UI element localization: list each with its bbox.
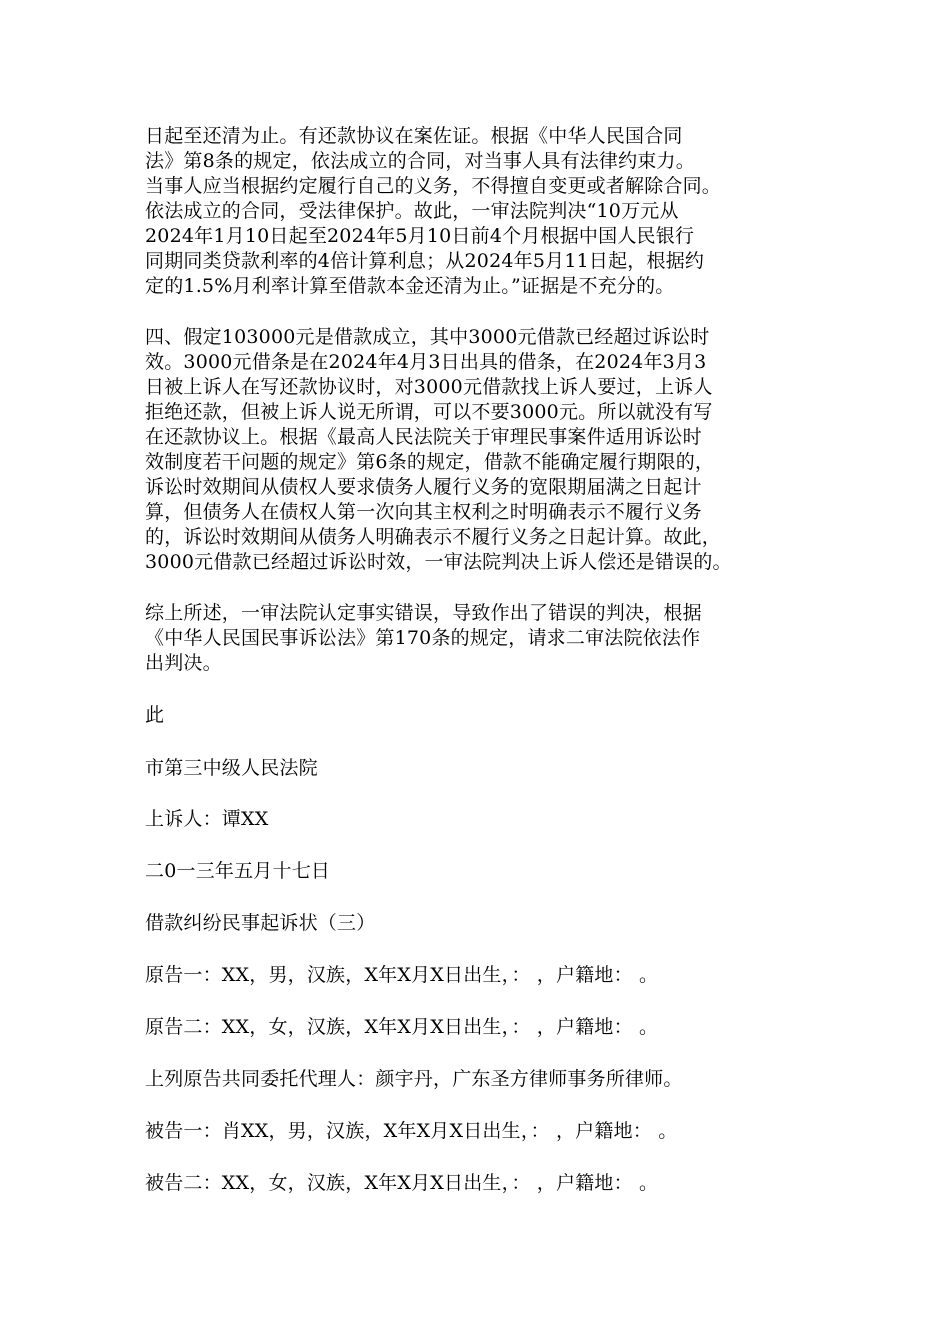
paragraph-four bbox=[145, 325, 825, 575]
text-line: 依法成立的合同，受法律保护。故此，一审法院判决“10万元从 bbox=[145, 200, 679, 222]
defendant-one: 被告一：肖XX，男，汉族，X年X月X日出生，： ，户籍地： 。 bbox=[145, 1120, 678, 1142]
paragraph-conclusion bbox=[145, 601, 825, 676]
text-line: 诉讼时效期间从债权人要求债务人履行义务的宽限期届满之日起计 bbox=[145, 476, 702, 498]
text-line: 3000元借款已经超过诉讼时效，一审法院判决上诉人偿还是错误的。 bbox=[145, 551, 732, 573]
plaintiff-one: 原告一：XX，男，汉族，X年X月X日出生，： ，户籍地： 。 bbox=[145, 964, 659, 986]
text-line: 《中华人民国民事诉讼法》第170条的规定，请求二审法院依法作 bbox=[145, 627, 701, 649]
text-line: 算，但债务人在债权人第一次向其主权利之时明确表示不履行义务 bbox=[145, 501, 702, 523]
text-line: 出判决。 bbox=[145, 652, 222, 674]
plaintiff-two: 原告二：XX，女，汉族，X年X月X日出生，： ，户籍地： 。 bbox=[145, 1016, 659, 1038]
paragraph-contract bbox=[145, 124, 825, 299]
text-line: 的，诉讼时效期间从债务人明确表示不履行义务之日起计算。故此， bbox=[145, 526, 722, 548]
text-line: 当事人应当根据约定履行自己的义务，不得擅自变更或者解除合同。 bbox=[145, 175, 722, 197]
text-line: 2024年1月10日起至2024年5月10日前4个月根据中国人民银行 bbox=[145, 225, 695, 247]
text-line: 定的1.5%月利率计算至借款本金还清为止。”证据是不充分的。 bbox=[145, 275, 675, 297]
text-line: 在还款协议上。根据《最高人民法院关于审理民事案件适用诉讼时 bbox=[145, 426, 702, 448]
text-line: 综上所述，一审法院认定事实错误，导致作出了错误的判决，根据 bbox=[145, 602, 702, 624]
text-line: 拒绝还款，但被上诉人说无所谓，可以不要3000元。所以就没有写 bbox=[145, 401, 713, 423]
defendant-two: 被告二：XX，女，汉族，X年X月X日出生，： ，户籍地： 。 bbox=[145, 1172, 659, 1194]
agent-line: 上列原告共同委托代理人：颜宇丹，广东圣方律师事务所律师。 bbox=[145, 1068, 683, 1090]
text-line: 效制度若干问题的规定》第6条的规定，借款不能确定履行期限的， bbox=[145, 451, 715, 473]
text-line: 日被上诉人在写还款协议时，对3000元借款找上诉人要过，上诉人 bbox=[145, 376, 713, 398]
text-line: 日起至还清为止。有还款协议在案佐证。根据《中华人民国合同 bbox=[145, 125, 683, 147]
document-title: 借款纠纷民事起诉状（三） bbox=[145, 912, 376, 934]
text-line: 效。3000元借条是在2024年4月3日出具的借条，在2024年3月3 bbox=[145, 351, 707, 373]
appellant-signature: 上诉人：谭XX bbox=[145, 808, 269, 830]
text-line: 同期同类贷款利率的4倍计算利息；从2024年5月11日起，根据约 bbox=[145, 250, 705, 272]
filing-date: 二0一三年五月十七日 bbox=[145, 860, 331, 882]
text-line: 法》第8条的规定，依法成立的合同，对当事人具有法律约束力。 bbox=[145, 150, 695, 172]
court-name: 市第三中级人民法院 bbox=[145, 757, 318, 779]
closing-ci: 此 bbox=[145, 704, 165, 726]
text-line: 四、假定103000元是借款成立，其中3000元借款已经超过诉讼时 bbox=[145, 326, 710, 348]
